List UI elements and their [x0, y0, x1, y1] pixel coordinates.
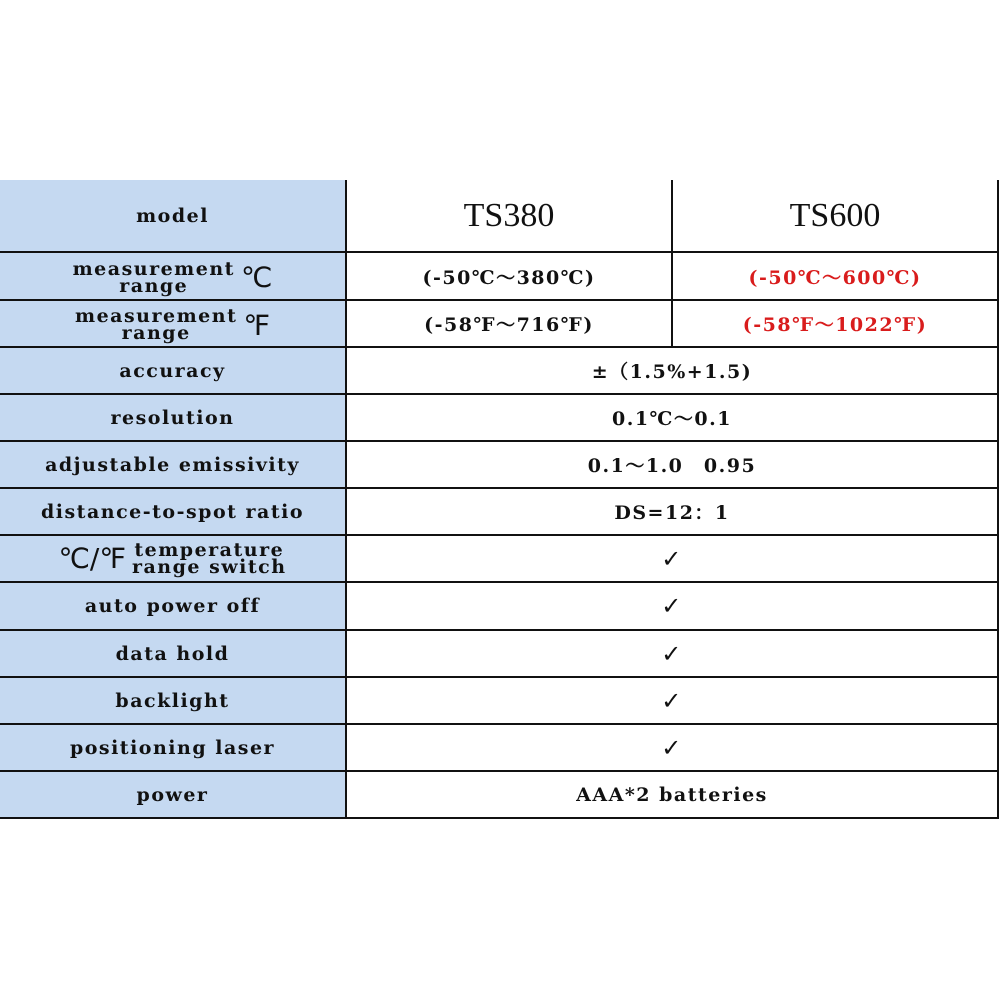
check-icon: ✓ — [346, 724, 998, 771]
table-row — [0, 677, 998, 724]
check-icon: ✓ — [346, 630, 998, 677]
row-label: backlight — [0, 677, 346, 724]
table-row — [0, 630, 998, 677]
ts380-value: (-58℉～716℉) — [346, 300, 672, 347]
check-icon: ✓ — [346, 677, 998, 724]
label-line: range — [121, 322, 191, 344]
table-row — [0, 347, 998, 394]
row-label — [0, 252, 346, 300]
row-label: adjustable emissivity — [0, 441, 346, 488]
row-value: DS=12：1 — [346, 488, 998, 535]
model-ts600: TS600 — [672, 180, 998, 252]
table-row — [0, 724, 998, 771]
row-label — [0, 300, 346, 347]
label-line: measurement — [72, 257, 235, 280]
row-value: AAA*2 batteries — [346, 771, 998, 818]
label-line: temperature — [134, 538, 285, 561]
row-label: data hold — [0, 630, 346, 677]
label-line: range — [119, 274, 189, 297]
ts600-value: (-58℉～1022℉) — [672, 300, 998, 347]
row-value: ±（1.5%+1.5) — [346, 347, 998, 394]
row-label: power — [0, 771, 346, 818]
row-value: 0.1℃～0.1 — [346, 394, 998, 441]
table-row — [0, 300, 998, 347]
table-row — [0, 441, 998, 488]
celsius-unit: ℃ — [240, 261, 273, 294]
table-row — [0, 582, 998, 630]
check-icon: ✓ — [346, 582, 998, 630]
spec-table — [0, 180, 999, 819]
row-value: 0.1～1.0 0.95 — [346, 441, 998, 488]
unit-switch-symbol: ℃/℉ — [58, 542, 126, 575]
label-line: range switch — [131, 555, 287, 578]
row-label: resolution — [0, 394, 346, 441]
label-line: measurement — [74, 305, 238, 327]
table-row — [0, 394, 998, 441]
ts380-value: (-50℃～380℃) — [346, 252, 672, 300]
table-row — [0, 771, 998, 818]
row-label — [0, 535, 346, 582]
check-icon: ✓ — [346, 535, 998, 582]
ts600-value: (-50℃～600℃) — [672, 252, 998, 300]
row-label: auto power off — [0, 582, 346, 630]
row-label: accuracy — [0, 347, 346, 394]
row-label: model — [0, 180, 346, 252]
table-row — [0, 488, 998, 535]
table-row — [0, 252, 998, 300]
table-row — [0, 535, 998, 582]
row-label: distance-to-spot ratio — [0, 488, 346, 535]
table-row-model — [0, 180, 998, 252]
model-ts380: TS380 — [346, 180, 672, 252]
fahrenheit-unit: ℉ — [243, 308, 271, 342]
row-label: positioning laser — [0, 724, 346, 771]
